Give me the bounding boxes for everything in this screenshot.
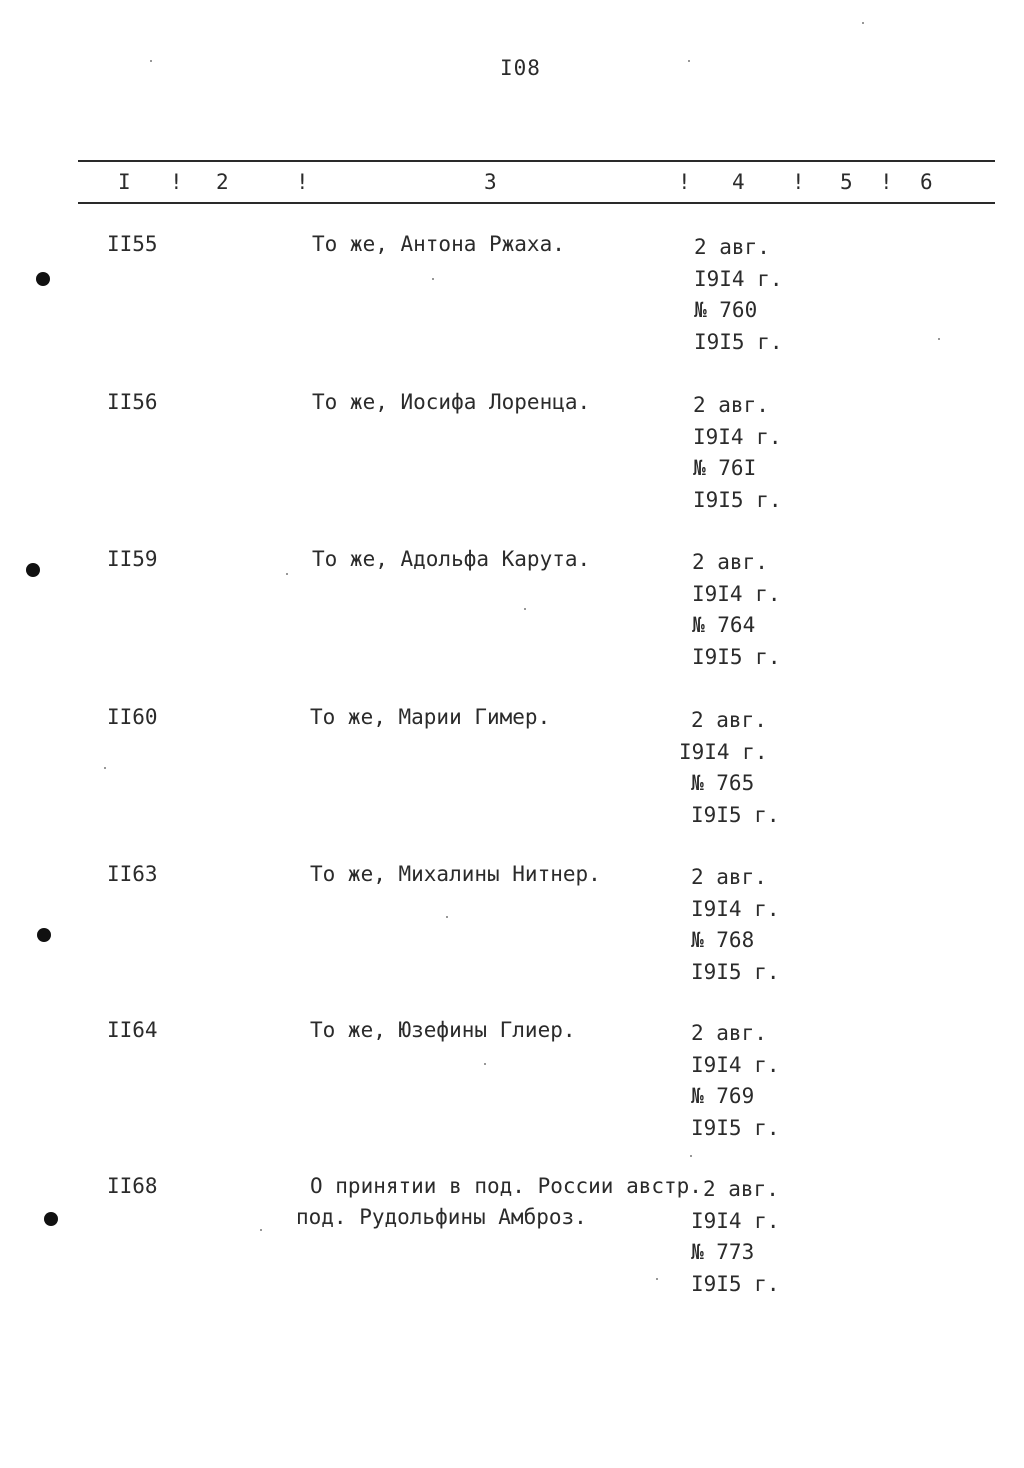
table-row: [0, 862, 1024, 1012]
punch-hole: [44, 1212, 58, 1226]
speck: [432, 278, 434, 280]
speck: [524, 608, 526, 610]
entry-number: II59: [107, 547, 158, 571]
entry-number: II56: [107, 390, 158, 414]
date-number: № 769: [691, 1084, 755, 1108]
entry-date: [691, 1018, 780, 1144]
table-row: [0, 1174, 1024, 1324]
date-year-2: I9I5 г.: [694, 329, 783, 354]
entry-description: То же, Юзефины Глиер.: [310, 1018, 576, 1042]
date-year: I9I4 г.: [679, 739, 768, 764]
table-top-rule: [78, 160, 995, 162]
date-year: I9I4 г.: [694, 266, 783, 291]
header-separator: !: [678, 170, 691, 194]
entry-description: То же, Антона Ржаха.: [312, 232, 565, 256]
speck: [484, 1063, 486, 1065]
date-day: 2 авг.: [694, 235, 770, 259]
entry-date: [692, 547, 781, 673]
table-row: [0, 705, 1024, 855]
header-separator: !: [296, 170, 309, 194]
date-number: № 76I: [693, 456, 757, 480]
date-number: № 773: [691, 1240, 755, 1264]
entry-description: То же, Иосифа Лоренца.: [312, 390, 591, 414]
header-separator: !: [792, 170, 805, 194]
speck: [688, 60, 690, 62]
date-day: 2 авг.: [691, 708, 767, 732]
speck: [446, 916, 448, 918]
date-day: 2 авг.: [691, 1021, 767, 1045]
speck: [286, 573, 288, 575]
punch-hole: [26, 563, 40, 577]
entry-description: То же, Адольфа Карута.: [312, 547, 591, 571]
entry-number: II55: [107, 232, 158, 256]
date-number: № 768: [691, 928, 755, 952]
entry-number: II60: [107, 705, 158, 729]
header-col-4: 4: [732, 170, 745, 194]
speck: [690, 1155, 692, 1157]
date-year-2: I9I5 г.: [691, 1115, 780, 1140]
punch-hole: [37, 928, 51, 942]
header-separator: !: [170, 170, 183, 194]
entry-description: То же, Марии Гимер.: [310, 705, 551, 729]
page-number: I08: [500, 56, 541, 80]
date-year-2: I9I5 г.: [692, 644, 781, 669]
punch-hole: [36, 272, 50, 286]
speck: [656, 1278, 658, 1280]
speck: [104, 767, 106, 769]
date-year: I9I4 г.: [691, 1052, 780, 1077]
date-number: № 764: [692, 613, 756, 637]
date-day: 2 авг.: [691, 865, 767, 889]
date-number: № 760: [694, 298, 758, 322]
header-col-1: I: [118, 170, 131, 194]
table-row: [0, 547, 1024, 697]
speck: [150, 60, 152, 62]
speck: [260, 1229, 262, 1231]
entry-number: II63: [107, 862, 158, 886]
speck: [862, 22, 864, 24]
header-col-3: 3: [484, 170, 497, 194]
date-number: № 765: [691, 771, 755, 795]
entry-date: [693, 390, 782, 516]
date-day: 2 авг.: [692, 550, 768, 574]
date-year: I9I4 г.: [691, 896, 780, 921]
entry-date: [691, 1174, 780, 1300]
date-year: I9I4 г.: [692, 581, 781, 606]
entry-description: О принятии в под. России австр.: [310, 1174, 702, 1198]
entry-date: [679, 705, 780, 831]
date-year: I9I4 г.: [693, 424, 782, 449]
entry-date: [691, 862, 780, 988]
entry-description-continued: под. Рудольфины Амброз.: [296, 1205, 587, 1229]
entry-number: II64: [107, 1018, 158, 1042]
table-header-rule: [78, 202, 995, 204]
header-col-5: 5: [840, 170, 853, 194]
header-separator: !: [880, 170, 893, 194]
date-year-2: I9I5 г.: [691, 802, 780, 827]
date-day: 2 авг.: [693, 393, 769, 417]
table-row: [0, 390, 1024, 540]
table-row: [0, 232, 1024, 382]
date-day: 2 авг.: [703, 1177, 779, 1201]
date-year-2: I9I5 г.: [691, 959, 780, 984]
entry-description: То же, Михалины Нитнер.: [310, 862, 601, 886]
table-row: [0, 1018, 1024, 1168]
date-year-2: I9I5 г.: [693, 487, 782, 512]
date-year-2: I9I5 г.: [691, 1271, 780, 1296]
date-year: I9I4 г.: [691, 1208, 780, 1233]
speck: [938, 338, 940, 340]
entry-date: [694, 232, 783, 358]
header-col-2: 2: [216, 170, 229, 194]
entry-number: II68: [107, 1174, 158, 1198]
header-col-6: 6: [920, 170, 933, 194]
